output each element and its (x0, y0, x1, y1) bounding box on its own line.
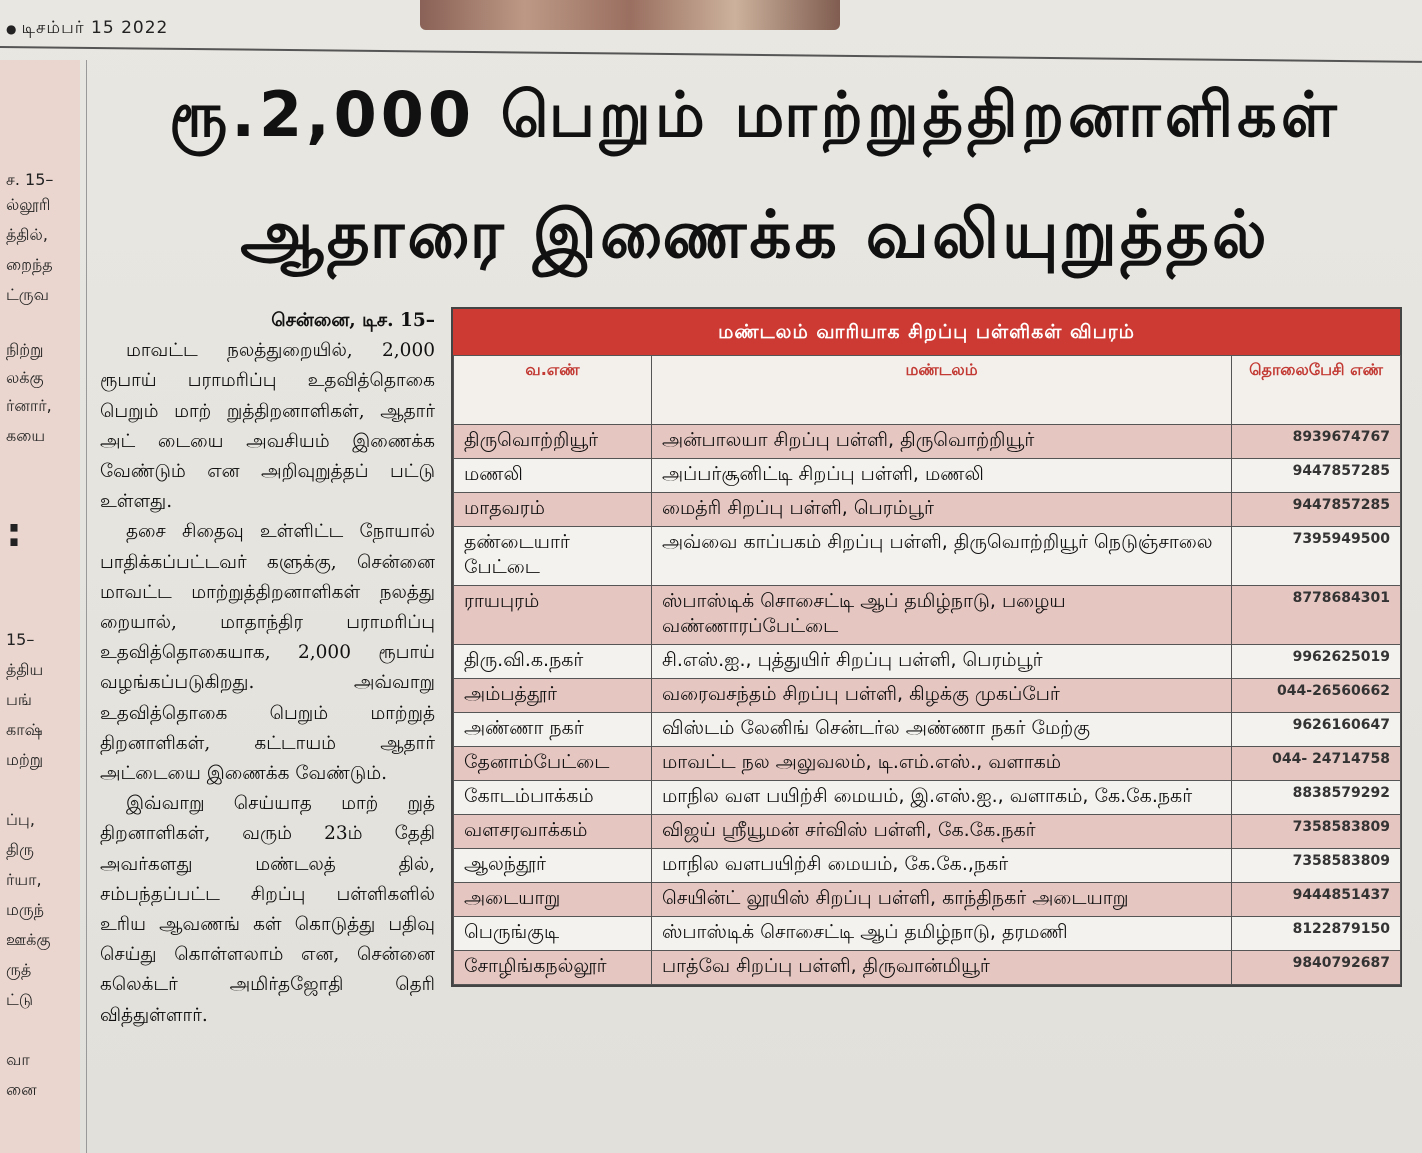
phone-cell: 8778684301 (1232, 586, 1401, 645)
fragment-text: மற்று (6, 750, 44, 769)
school-cell: விஸ்டம் லேனிங் சென்டர்ல அண்ணா நகர் மேற்கு (652, 713, 1232, 747)
phone-cell: 7395949500 (1232, 527, 1401, 586)
school-cell: மாவட்ட நல அலுவலம், டி.எம்.எஸ்., வளாகம் (652, 747, 1232, 781)
fragment-text: வா (6, 1050, 30, 1069)
table-row (454, 883, 1401, 917)
table-row (454, 645, 1401, 679)
school-cell: செயின்ட் லூயிஸ் சிறப்பு பள்ளி, காந்திநகர் அடையாறு (652, 883, 1232, 917)
school-cell: அப்பர்சூனிட்டி சிறப்பு பள்ளி, மணலி (652, 459, 1232, 493)
school-cell: ஸ்பாஸ்டிக் சொசைட்டி ஆப் தமிழ்நாடு, தரமணி (652, 917, 1232, 951)
school-cell: அன்பாலயா சிறப்பு பள்ளி, திருவொற்றியூர் (652, 425, 1232, 459)
column-header-zone: மண்டலம் (652, 356, 1232, 425)
table-row (454, 527, 1401, 586)
phone-cell: 9962625019 (1232, 645, 1401, 679)
zone-cell: ராயபுரம் (454, 586, 652, 645)
phone-cell: 8939674767 (1232, 425, 1401, 459)
special-schools-table-box (451, 307, 1402, 987)
zone-cell: கோடம்பாக்கம் (454, 781, 652, 815)
article-byline: சென்னை, டிச. 15– (271, 310, 435, 331)
adjacent-column-fragment (0, 60, 80, 1153)
table-row (454, 781, 1401, 815)
zone-cell: அண்ணா நகர் (454, 713, 652, 747)
fragment-text: ச. 15– (6, 170, 54, 189)
fragment-text: 15– (6, 630, 35, 649)
table-row (454, 586, 1401, 645)
fragment-text: ல்லூரி (6, 195, 51, 214)
table-title: மண்டலம் வாரியாக சிறப்பு பள்ளிகள் விபரம் (453, 309, 1400, 355)
fragment-text: னை (6, 1080, 37, 1099)
fragment-text: த்தில், (6, 225, 48, 244)
fragment-text: திரு (6, 840, 34, 859)
phone-cell: 9447857285 (1232, 459, 1401, 493)
school-cell: ஸ்பாஸ்டிக் சொசைட்டி ஆப் தமிழ்நாடு, பழைய வண்ணாரப்பேட்டை (652, 586, 1232, 645)
zone-cell: அம்பத்தூர் (454, 679, 652, 713)
fragment-text: லக்கு (6, 368, 44, 387)
column-header-serial: வ.எண் (454, 356, 652, 425)
table-row (454, 713, 1401, 747)
headline-line-2: ஆதாரை இணைக்க வலியுறுத்தல் (240, 196, 1270, 273)
article-paragraph: இவ்வாறு செய்யாத மாற் றுத் திறனாளிகள், வரும் 23ம் தேதி அவர்களது மண்டலத் தில், சம்பந்தப்பட்ட சிறப்பு பள்ளிகளில் உரிய ஆவணங் கள் கொடுத்து பதிவு செய்து கொள்ளலாம் என, சென்னை கலெக்டர் அமிர்தஜோதி தெரி வித்துள்ளார். (100, 793, 435, 1026)
school-cell: பாத்வே சிறப்பு பள்ளி, திருவான்மியூர் (652, 951, 1232, 985)
school-cell: மைத்ரி சிறப்பு பள்ளி, பெரம்பூர் (652, 493, 1232, 527)
fragment-text: பங் (6, 690, 32, 709)
zone-cell: சோழிங்கநல்லூர் (454, 951, 652, 985)
table-row (454, 425, 1401, 459)
school-cell: விஜய் ஸ்ரீயூமன் சர்விஸ் பள்ளி, கே.கே.நகர் (652, 815, 1232, 849)
masthead-illustration (420, 0, 840, 30)
zone-cell: மணலி (454, 459, 652, 493)
phone-cell: 044- 24714758 (1232, 747, 1401, 781)
phone-cell: 9840792687 (1232, 951, 1401, 985)
phone-cell: 7358583809 (1232, 815, 1401, 849)
table-row (454, 849, 1401, 883)
zone-cell: மாதவரம் (454, 493, 652, 527)
fragment-text: ப்பு, (6, 810, 35, 829)
zone-cell: திருவொற்றியூர் (454, 425, 652, 459)
special-schools-table (453, 355, 1401, 985)
fragment-text: ருத் (6, 960, 32, 979)
fragment-text: ட்டு (6, 990, 34, 1009)
school-cell: அவ்வை காப்பகம் சிறப்பு பள்ளி, திருவொற்றியூர் நெடுஞ்சாலை (652, 527, 1232, 586)
table-row (454, 493, 1401, 527)
column-header-phone: தொலைபேசி எண் (1232, 356, 1401, 425)
article-paragraph: தசை சிதைவு உள்ளிட்ட நோயால் பாதிக்கப்பட்டவர் களுக்கு, சென்னை மாவட்ட மாற்றுத்திறனாளிகள் நலத்து றையால், மாதாந்திர பராமரிப்பு உதவித்தொகையாக, 2,000 ரூபாய் வழங்கப்படுகிறது. அவ்வாறு உதவித்தொகை பெறும் மாற்றுத் திறனாளிகள், கட்டாயம் ஆதார் அட்டையை இணைக்க வேண்டும். (100, 521, 435, 785)
school-cell: மாநில வள பயிற்சி மையம், இ.எஸ்.ஐ., வளாகம், கே.கே.நகர் (652, 781, 1232, 815)
fragment-text: நிற்று (6, 340, 44, 359)
zone-cell: அடையாறு (454, 883, 652, 917)
fragment-text: : (6, 510, 22, 556)
phone-cell: 044-26560662 (1232, 679, 1401, 713)
fragment-text: த்திய (6, 660, 44, 679)
zone-cell: தேனாம்பேட்டை (454, 747, 652, 781)
phone-cell: 8838579292 (1232, 781, 1401, 815)
phone-cell: 9626160647 (1232, 713, 1401, 747)
phone-cell: 8122879150 (1232, 917, 1401, 951)
top-rule (0, 46, 1422, 63)
fragment-text: ஊக்கு (6, 930, 51, 949)
zone-cell: வளசரவாக்கம் (454, 815, 652, 849)
phone-cell: 9444851437 (1232, 883, 1401, 917)
fragment-text: ட்ருவ (6, 285, 49, 304)
table-row (454, 679, 1401, 713)
fragment-text: மருந் (6, 900, 44, 919)
table-row (454, 951, 1401, 985)
school-cell: சி.எஸ்.ஐ., புத்துயிர் சிறப்பு பள்ளி, பெரம்பூர் (652, 645, 1232, 679)
phone-cell: 7358583809 (1232, 849, 1401, 883)
phone-cell: 9447857285 (1232, 493, 1401, 527)
school-cell: மாநில வளபயிற்சி மையம், கே.கே.,நகர் (652, 849, 1232, 883)
fragment-text: காஷ் (6, 720, 43, 739)
article-paragraph: மாவட்ட நலத்துறையில், 2,000 ரூபாய் பராமரிப்பு உதவித்தொகை பெறும் மாற் றுத்திறனாளிகள், ஆதார் அட் டையை அவசியம் இணைக்க வேண்டும் என அறிவுறுத்தப் பட்டு உள்ளது. (100, 340, 435, 513)
zone-cell: திரு.வி.க.நகர் (454, 645, 652, 679)
headline-line-1: ரூ.2,000 பெறும் மாற்றுத்திறனாளிகள் (169, 78, 1341, 151)
dateline-text: டிசம்பர் 15 2022 (21, 18, 169, 38)
fragment-text: கயை (6, 426, 46, 445)
article-body (100, 306, 435, 1031)
zone-cell: பெருங்குடி (454, 917, 652, 951)
table-row (454, 917, 1401, 951)
column-divider (86, 60, 87, 1153)
fragment-text: றைந்த (6, 255, 53, 274)
table-row (454, 815, 1401, 849)
zone-cell: ஆலந்தூர் (454, 849, 652, 883)
fragment-text: ர்னார், (6, 396, 52, 415)
table-row (454, 459, 1401, 493)
fragment-text: ர்யா, (6, 870, 42, 889)
zone-cell: தண்டையார் பேட்டை (454, 527, 652, 586)
dateline: ● டிசம்பர் 15 2022 (6, 18, 169, 38)
school-cell: வரைவசந்தம் சிறப்பு பள்ளி, கிழக்கு முகப்பேர் (652, 679, 1232, 713)
table-row (454, 747, 1401, 781)
